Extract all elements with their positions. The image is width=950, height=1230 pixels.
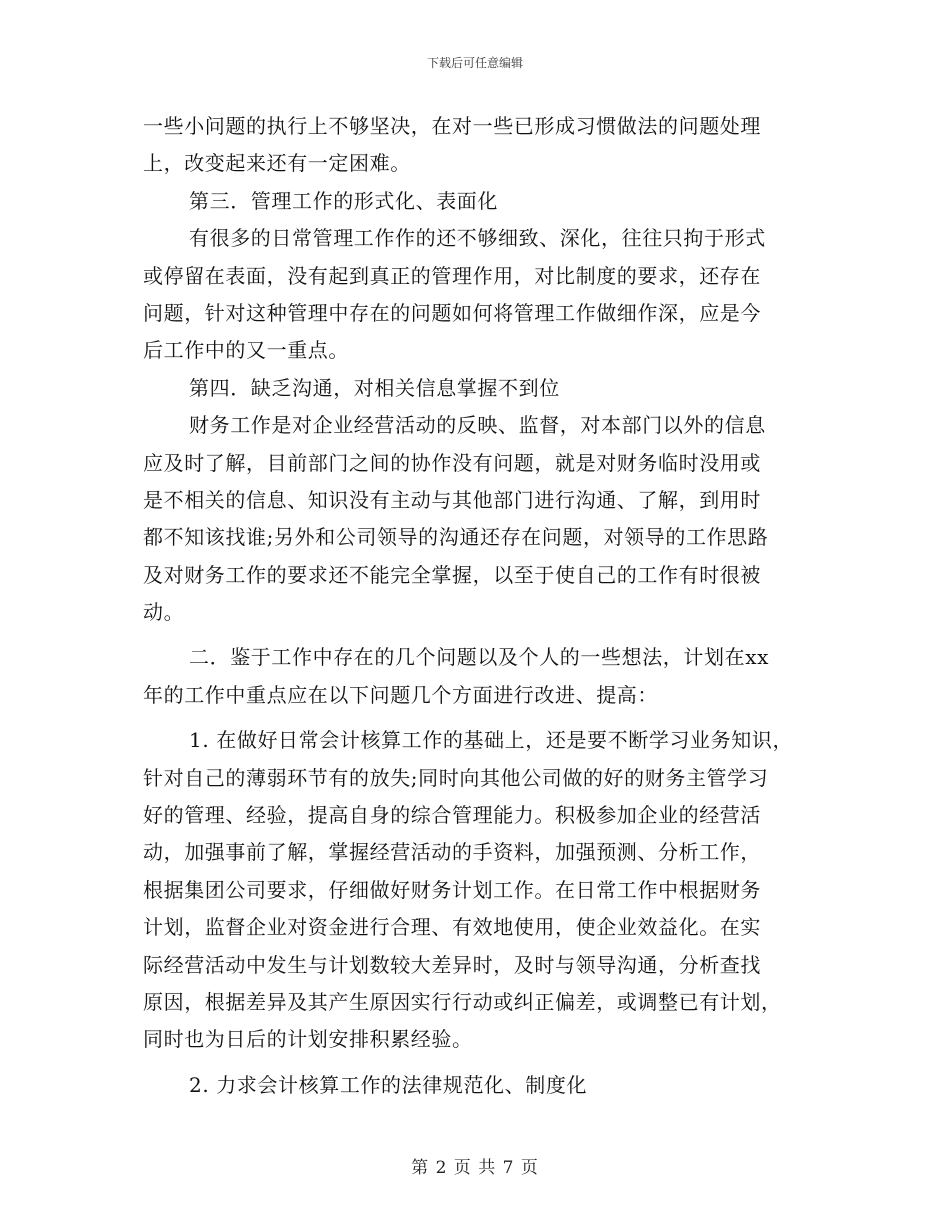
paragraph-start: 有很多的日常管理工作作的还不够细致、深化，往往只拘于形式	[189, 226, 766, 251]
text-line: 针对自己的薄弱环节有的放失;同时向其他公司做的好的财务主管学习	[143, 765, 769, 790]
text-line: 问题，针对这种管理中存在的问题如何将管理工作做细作深，应是今	[143, 300, 761, 325]
text-line: 应及时了解，目前部门之间的协作没有问题，就是对财务临时没用或	[143, 450, 761, 475]
text-line: 动。	[143, 600, 185, 625]
text-line: 根据集团公司要求，仔细做好财务计划工作。在日常工作中根据财务	[143, 877, 761, 902]
text-line: 一些小问题的执行上不够坚决，在对一些已形成习惯做法的问题处理	[143, 114, 761, 138]
text-line: 都不知该找谁;另外和公司领导的沟通还存在问题，对领导的工作思路	[143, 525, 769, 550]
text-line: 际经营活动中发生与计划数较大差异时，及时与领导沟通，分析查找	[143, 952, 761, 977]
text-line: 计划，监督企业对资金进行合理、有效地使用，使企业效益化。在实	[143, 915, 761, 940]
text-line: 好的管理、经验，提高自身的综合管理能力。积极参加企业的经营活	[143, 803, 761, 828]
list-item-start: 1. 在做好日常会计核算工作的基础上，还是要不断学习业务知识，	[189, 728, 794, 753]
document-body	[143, 108, 813, 1104]
list-item-start: 2. 力求会计核算工作的法律规范化、制度化	[189, 1072, 588, 1097]
page-number: 第 2 页 共 7 页	[411, 1158, 539, 1178]
text-line: 动，加强事前了解，掌握经营活动的手资料，加强预测、分析工作，	[143, 840, 761, 865]
section-heading: 第四．缺乏沟通，对相关信息掌握不到位	[189, 375, 560, 400]
text-line: 是不相关的信息、知识没有主动与其他部门进行沟通、了解，到用时	[143, 487, 761, 512]
paragraph-start: 财务工作是对企业经营活动的反映、监督，对本部门以外的信息	[189, 413, 766, 438]
paragraph-gap	[143, 631, 813, 639]
text-line: 或停留在表面，没有起到真正的管理作用，对比制度的要求，还存在	[143, 263, 761, 288]
section-heading: 二．鉴于工作中存在的几个问题以及个人的一些想法，计划在xx	[189, 645, 769, 670]
paragraph-gap	[143, 1059, 813, 1067]
paragraph-gap	[143, 714, 813, 722]
text-line: 上，改变起来还有一定困难。	[143, 151, 411, 176]
header-note: 下载后可任意编辑	[426, 56, 523, 70]
text-line: 后工作中的又一重点。	[143, 338, 349, 363]
text-line: 及对财务工作的要求还不能完全掌握，以至于使自己的工作有时很被	[143, 562, 761, 587]
text-line: 同时也为日后的计划安排积累经验。	[143, 1027, 473, 1052]
text-line: 原因，根据差异及其产生原因实行行动或纠正偏差，或调整已有计划，	[143, 989, 782, 1014]
text-line: 年的工作中重点应在以下问题几个方面进行改进、提高：	[143, 682, 658, 707]
section-heading: 第三．管理工作的形式化、表面化	[189, 188, 498, 213]
